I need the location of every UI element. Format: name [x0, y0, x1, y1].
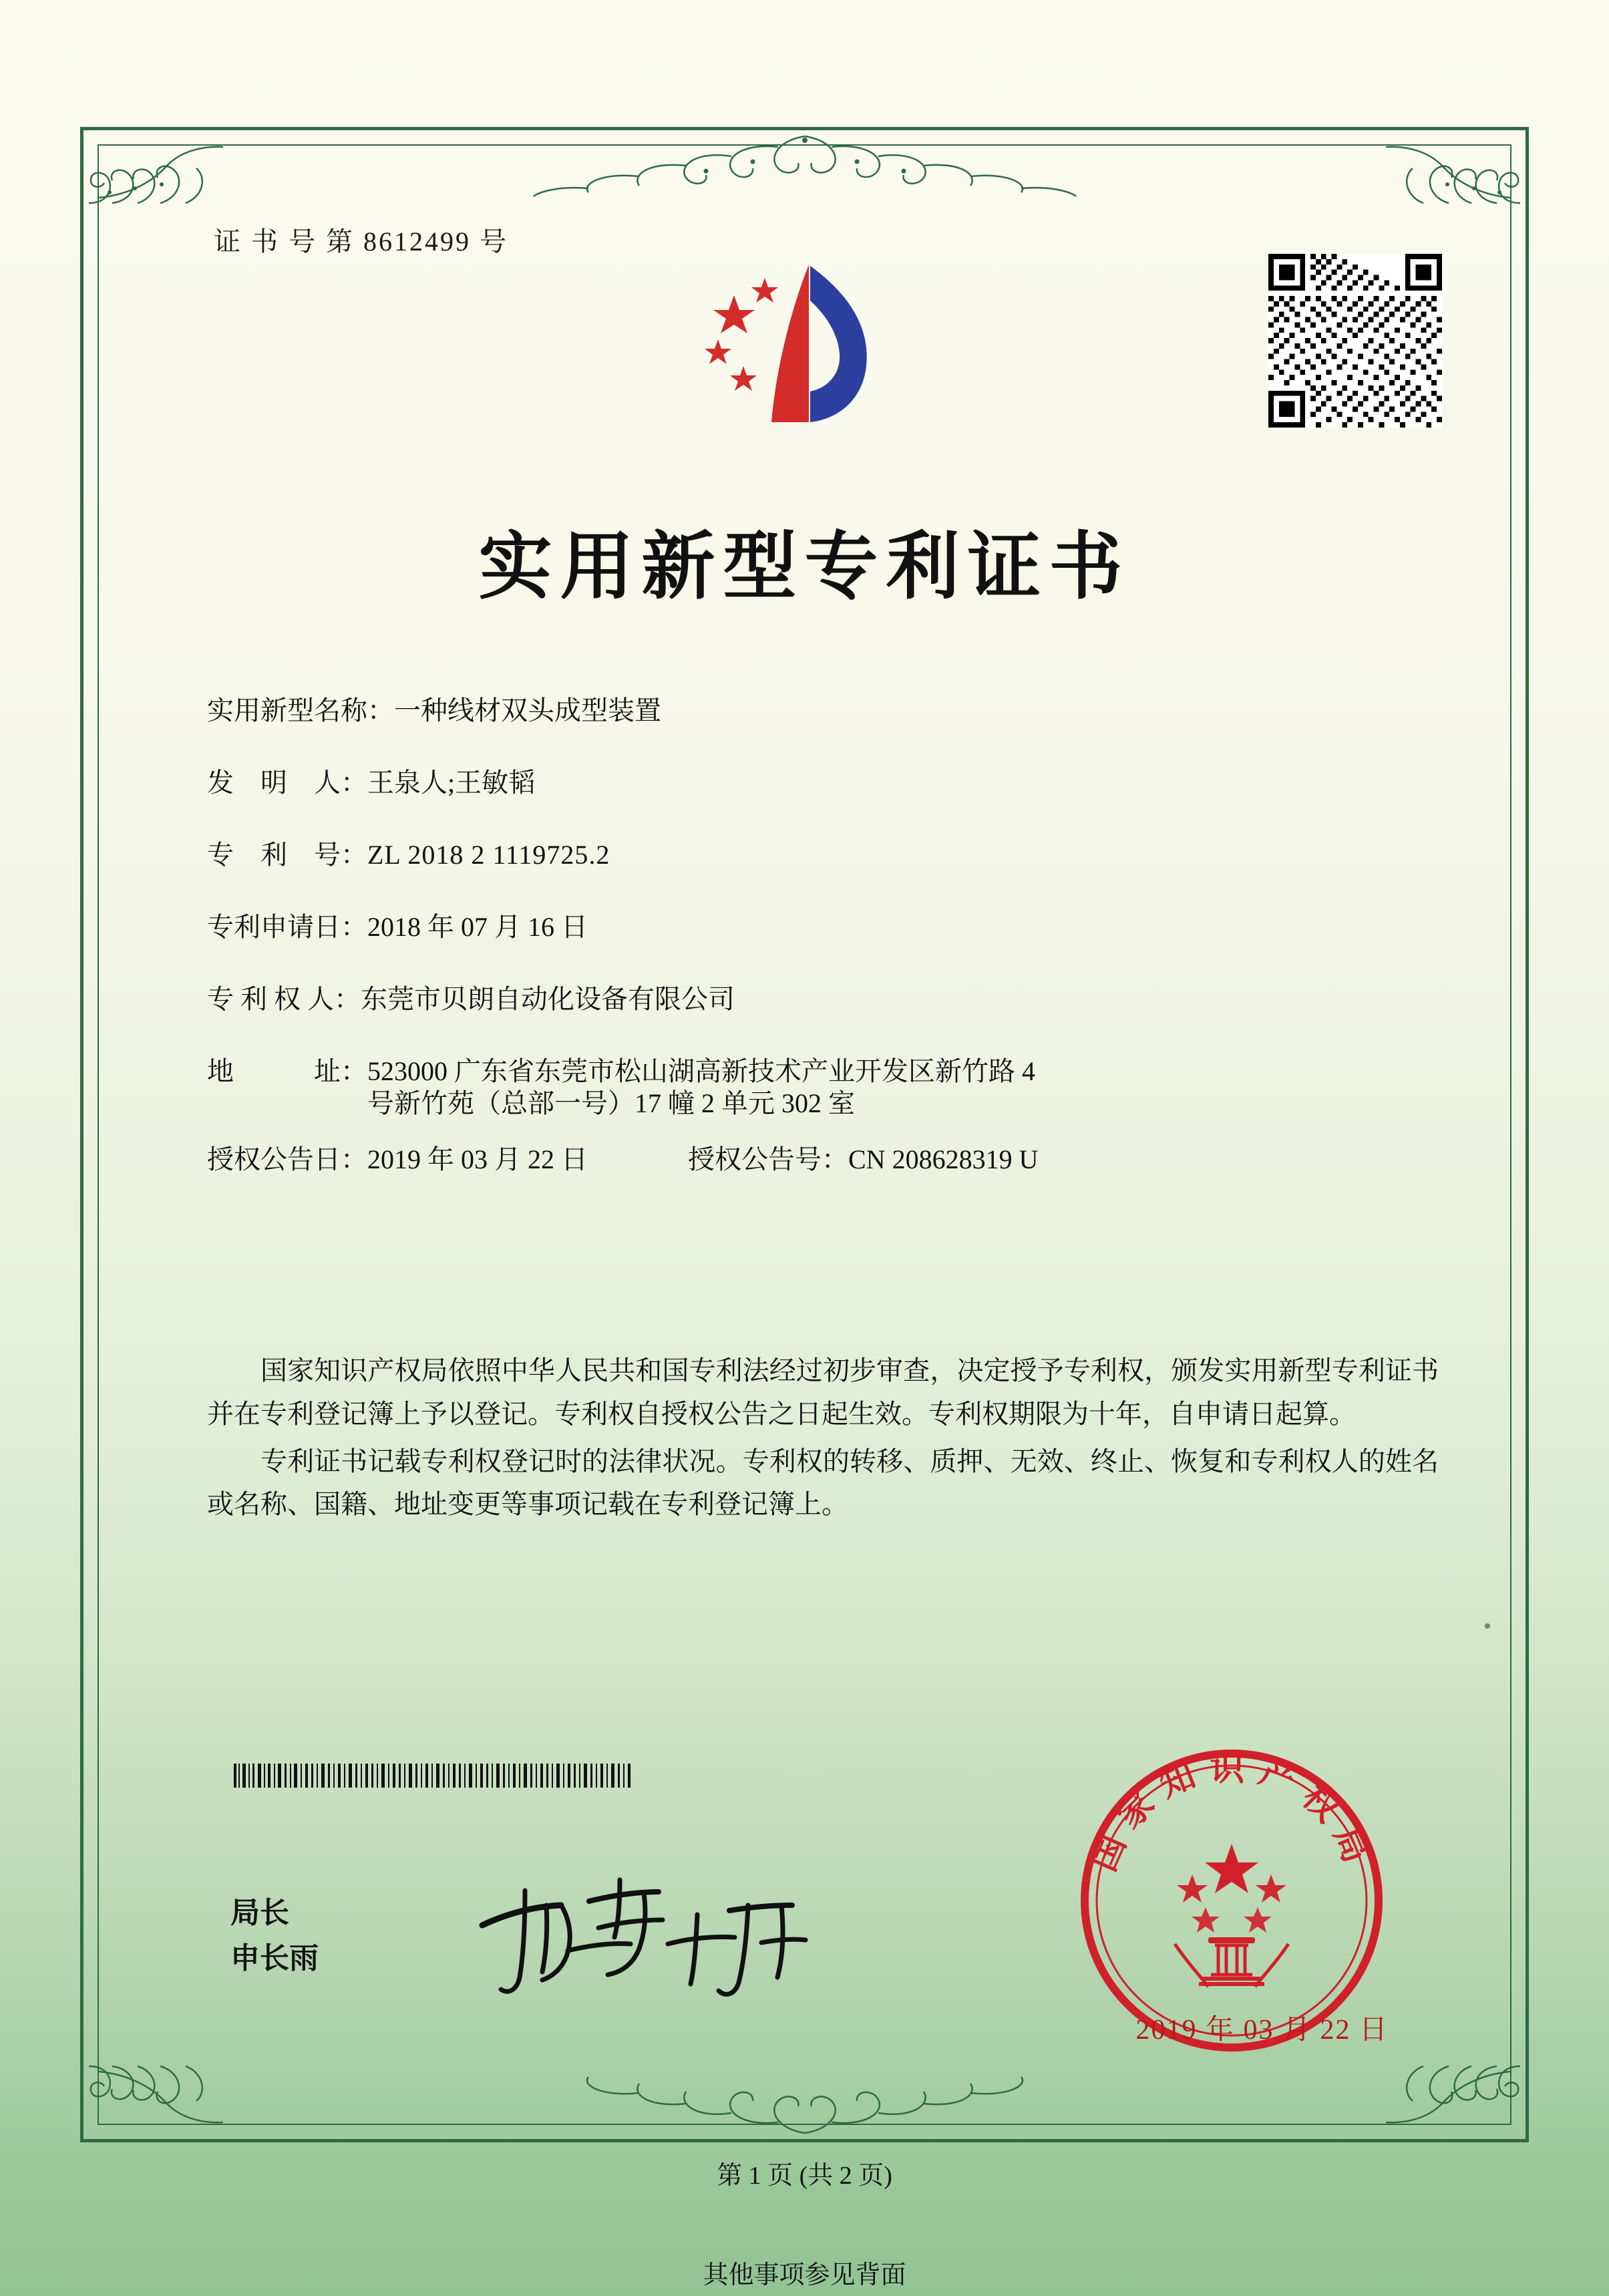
field-patentee	[207, 983, 1442, 1015]
signature-title: 局长	[230, 1897, 289, 1929]
field-value: ZL 2018 2 1119725.2	[367, 840, 610, 870]
field-inventor	[207, 767, 1442, 799]
field-label: 授权公告日：	[207, 1144, 367, 1174]
address-line-2: 号新竹苑（总部一号）17 幢 2 单元 302 室	[367, 1088, 855, 1118]
field-value: 2019 年 03 月 22 日	[367, 1144, 588, 1174]
field-address	[207, 1055, 1442, 1120]
field-label: 授权公告号：	[688, 1144, 848, 1174]
barcode-icon	[234, 1764, 635, 1788]
svg-text:国家知识产权局: 国家知识产权局	[1083, 1748, 1382, 1880]
corner-ornament-icon	[85, 2062, 229, 2138]
field-value: 王泉人;王敏韬	[367, 768, 536, 798]
body-text	[207, 1349, 1439, 1530]
field-application-date	[207, 911, 1442, 943]
certificate-number: 证 书 号 第 8612499 号	[214, 226, 508, 257]
page-title: 实用新型专利证书	[478, 523, 1131, 609]
corner-ornament-icon	[1380, 131, 1524, 208]
footer-note: 其他事项参见背面	[703, 2261, 906, 2289]
field-label: 实用新型名称：	[207, 695, 394, 725]
seal-date: 2019 年 03 月 22 日	[1135, 2015, 1389, 2045]
signature-block	[230, 1891, 319, 1981]
top-ornament-icon	[464, 127, 1145, 200]
field-grant-number	[688, 1144, 1442, 1176]
page-indicator: 第 1 页 (共 2 页)	[717, 2162, 892, 2190]
handwritten-signature-icon	[468, 1864, 842, 2004]
header-area	[160, 220, 1449, 259]
edge-dot	[1485, 1623, 1490, 1629]
field-grant-date	[207, 1144, 688, 1176]
bottom-ornament-icon	[464, 2069, 1145, 2142]
field-label: 发 明 人：	[207, 768, 367, 798]
field-value: 东莞市贝朗自动化设备有限公司	[361, 984, 735, 1014]
patent-office-logo-icon	[691, 254, 918, 454]
corner-ornament-icon	[1380, 2062, 1524, 2138]
address-line-1: 523000 广东省东莞市松山湖高新技术产业开发区新竹路 4	[367, 1056, 1035, 1086]
field-label: 专 利 号：	[207, 840, 367, 870]
field-label: 地 址：	[207, 1056, 367, 1086]
field-value: 一种线材双头成型装置	[394, 695, 661, 725]
field-label: 专利申请日：	[207, 912, 367, 942]
signature-name: 申长雨	[230, 1942, 319, 1975]
field-list	[207, 695, 1442, 1202]
field-label: 专 利 权 人：	[207, 984, 361, 1014]
paragraph-2: 专利证书记载专利权登记时的法律状况。专利权的转移、质押、无效、终止、恢复和专利权人的姓名或名称、国籍、地址变更等事项记载在专利登记簿上。	[207, 1446, 1439, 1520]
field-grant-row	[207, 1144, 1442, 1176]
field-value: CN 208628319 U	[848, 1144, 1039, 1174]
qr-code-icon	[1268, 254, 1442, 428]
paragraph-1: 国家知识产权局依照中华人民共和国专利法经过初步审查，决定授予专利权，颁发实用新型专利证书并在专利登记簿上予以登记。专利权自授权公告之日起生效。专利权期限为十年，自申请日起算。	[207, 1355, 1439, 1429]
field-value: 2018 年 07 月 16 日	[367, 912, 588, 942]
corner-ornament-icon	[85, 131, 229, 208]
field-patent-number	[207, 839, 1442, 871]
field-utility-model-name	[207, 695, 1442, 727]
